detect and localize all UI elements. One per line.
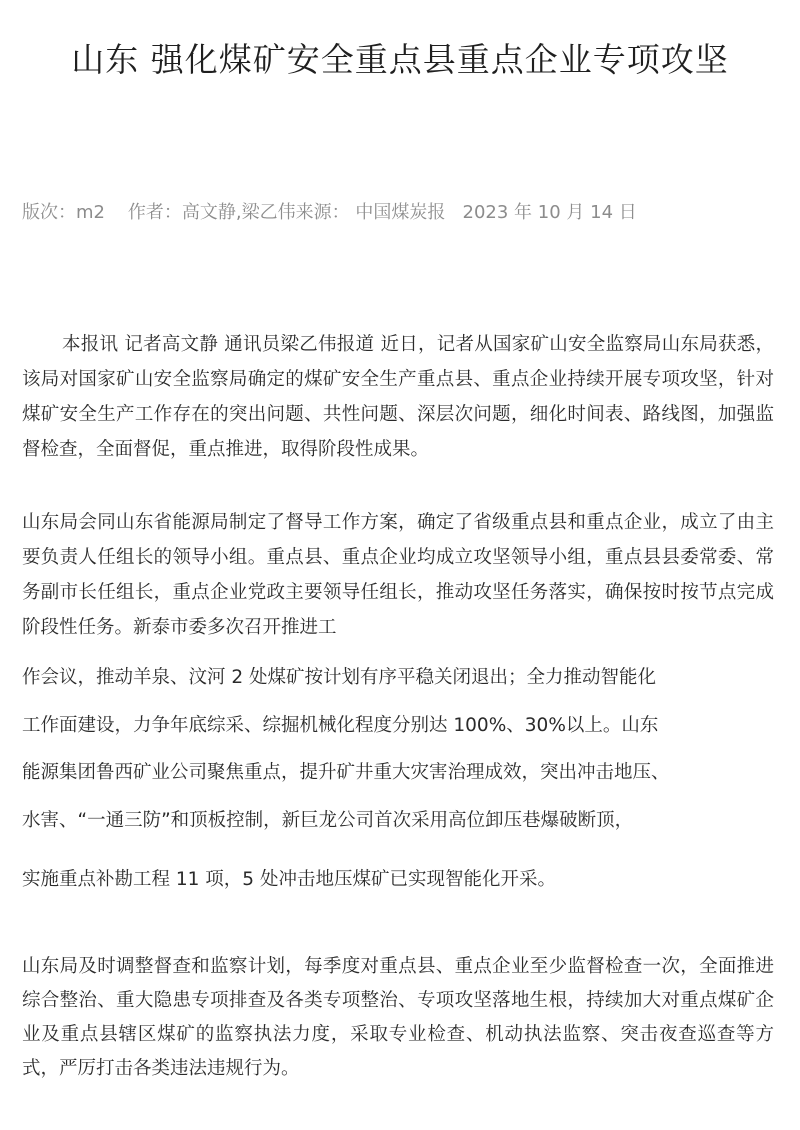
article-meta (22, 198, 637, 224)
paragraph-2: 山东局会同山东省能源局制定了督导工作方案，确定了省级重点县和重点企业，成立了由主要负责人任组长的领导小组。重点县、重点企业均成立攻坚领导小组，重点县县委常委、常务副市长任组长，重点企业党政主要领导任组长，推动攻坚任务落实，确保按时按节点完成阶段性任务。新泰市委多次召开推进工 (22, 512, 774, 638)
paragraph-line: 实施重点补勘工程 11 项，5 处冲击地压煤矿已实现智能化开采。 (22, 869, 556, 890)
paragraph-line: 作会议，推动羊泉、汶河 2 处煤矿按计划有序平稳关闭退出；全力推动智能化 (22, 667, 657, 688)
paragraph-line: 工作面建设，力争年底综采、综掘机械化程度分别达 100%、30%以上。山东 (22, 714, 659, 736)
author-label: 作者：高文静,梁乙伟 (127, 202, 296, 223)
paragraph-line: 能源集团鲁西矿业公司聚焦重点，提升矿井重大灾害治理成效，突出冲击地压、 (22, 762, 670, 783)
publish-date: 2023 年 10 月 14 日 (462, 202, 637, 223)
paragraph-line: 水害、“一通三防”和顶板控制，新巨龙公司首次采用高位卸压巷爆破断顶， (22, 809, 634, 831)
article-title: 山东 强化煤矿安全重点县重点企业专项攻坚 (71, 40, 729, 79)
edition-label: 版次：m2 (22, 202, 105, 223)
source-label: 来源： 中国煤炭报 (295, 202, 446, 223)
paragraph-line (22, 844, 774, 856)
paragraph-1: 本报讯 记者高文静 通讯员梁乙伟报道 近日，记者从国家矿山安全监察局山东局获悉，该局对国家矿山安全监察局确定的煤矿安全生产重点县、重点企业持续开展专项攻坚，针对煤矿安全生产工作存在的突出问题、共性问题、深层次问题，细化时间表、路线图，加强监督检查，全面督促，重点推进，取得阶段性成果。 (22, 334, 774, 460)
paragraph-3 (22, 654, 774, 904)
paragraph-4: 山东局及时调整督查和监察计划，每季度对重点县、重点企业至少监督检查一次，全面推进综合整治、重大隐患专项排查及各类专项整治、专项攻坚落地生根，持续加大对重点煤矿企业及重点县辖区煤矿的监察执法力度，采取专业检查、机动执法监察、突击夜查巡查等方式，严厉打击各类违法违规行为。 (22, 956, 774, 1079)
